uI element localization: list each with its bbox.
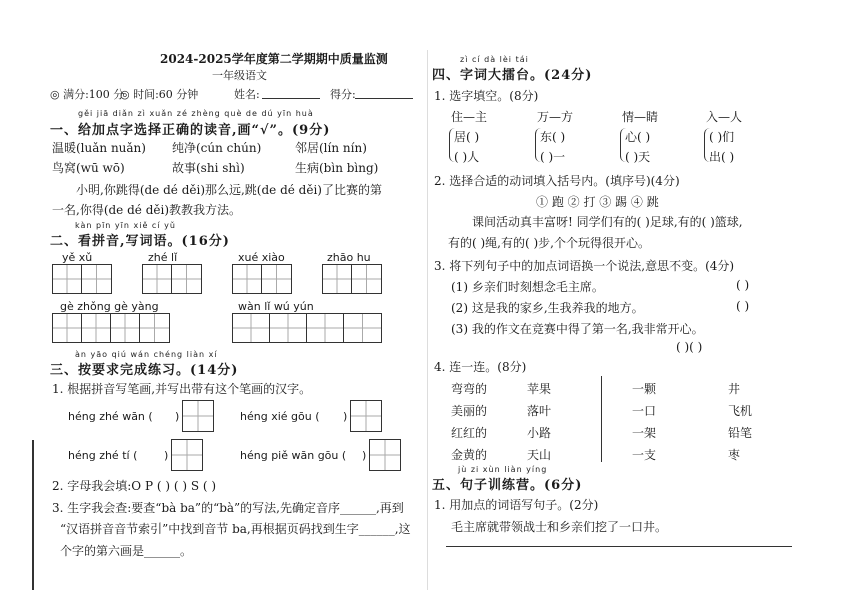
fill-item[interactable]: 居( ) bbox=[454, 130, 480, 144]
section2-pinyin: kàn pīn yīn xiě cí yǔ bbox=[75, 221, 176, 230]
s3-question3-line1: 3. 生字我会查:要查“bà ba”的“bà”的写法,先确定音序______,再到 bbox=[52, 501, 404, 515]
fill-item[interactable]: 出( ) bbox=[709, 150, 735, 164]
answer-paren[interactable]: ( ) bbox=[736, 299, 750, 313]
exam-title: 2024-2025学年度第二学期期中质量监测 bbox=[160, 52, 388, 66]
s1-paragraph-line1: 小明,你跳得(de dé děi)那么远,跳(de dé děi)了比赛的第 bbox=[76, 183, 382, 197]
s1-item: 温暖(luǎn nuǎn) bbox=[52, 141, 146, 155]
writing-grid[interactable] bbox=[52, 264, 112, 294]
stroke-grid[interactable] bbox=[369, 439, 401, 471]
section4-pinyin: zì cí dà lèi tái bbox=[460, 55, 529, 64]
s3-question1: 1. 根据拼音写笔画,并写出带有这个笔画的汉字。 bbox=[52, 382, 312, 396]
fill-item[interactable]: 心( ) bbox=[625, 130, 651, 144]
stroke-grid[interactable] bbox=[182, 400, 214, 432]
margin-rule bbox=[32, 440, 34, 590]
score-field[interactable] bbox=[355, 84, 413, 99]
fill-item[interactable]: 东( ) bbox=[540, 130, 566, 144]
fill-item[interactable]: ( )天 bbox=[625, 150, 651, 164]
s2-pinyin-word: gè zhǒng gè yàng bbox=[60, 300, 159, 313]
match-left[interactable]: 美丽的 bbox=[451, 404, 488, 418]
match-right2[interactable]: 井 bbox=[728, 382, 741, 396]
writing-grid[interactable] bbox=[232, 264, 292, 294]
s4-question2: 2. 选择合适的动词填入括号内。(填序号)(4分) bbox=[434, 174, 680, 188]
match-left[interactable]: 红红的 bbox=[451, 426, 488, 440]
match-divider bbox=[601, 376, 602, 462]
match-right1[interactable]: 一架 bbox=[632, 426, 657, 440]
s1-item: 故事(shi shì) bbox=[172, 161, 245, 175]
match-mid[interactable]: 小路 bbox=[527, 426, 552, 440]
writing-grid[interactable] bbox=[142, 264, 202, 294]
stroke-grid[interactable] bbox=[350, 400, 382, 432]
name-label: 姓名: bbox=[234, 88, 260, 101]
match-mid[interactable]: 苹果 bbox=[527, 382, 552, 396]
match-mid[interactable]: 落叶 bbox=[527, 404, 552, 418]
fill-item[interactable]: ( )人 bbox=[454, 150, 480, 164]
s3-question3-line3: 个字的第六画是______。 bbox=[60, 544, 193, 558]
char-pair: 万—方 bbox=[537, 110, 574, 124]
s4-q3-sentence2: (2) 这是我的家乡,生我养我的地方。 bbox=[451, 301, 644, 315]
match-mid[interactable]: 天山 bbox=[527, 448, 552, 462]
section5-title: 五、句子训练营。(6分) bbox=[432, 478, 583, 493]
s5-question1: 1. 用加点的词语写句子。(2分) bbox=[434, 498, 599, 512]
fill-item[interactable]: ( )一 bbox=[540, 150, 566, 164]
answer-line[interactable] bbox=[446, 532, 792, 547]
section3-pinyin: àn yāo qiú wán chéng liàn xí bbox=[75, 350, 218, 359]
char-pair: 住—主 bbox=[451, 110, 488, 124]
writing-grid[interactable] bbox=[52, 313, 170, 343]
stroke-pinyin: héng zhé wān ( bbox=[68, 410, 153, 423]
section2-title: 二、看拼音,写词语。(16分) bbox=[50, 234, 230, 249]
verb-options: ① 跑 ② 打 ③ 踢 ④ 跳 bbox=[536, 195, 659, 209]
section1-title: 一、给加点字选择正确的读音,画“√”。(9分) bbox=[50, 123, 331, 138]
match-right1[interactable]: 一颗 bbox=[632, 382, 657, 396]
s1-item: 鸟窝(wū wō) bbox=[52, 161, 125, 175]
s4-q3-sentence1: (1) 乡亲们时刻想念毛主席。 bbox=[451, 280, 604, 294]
s4-q2-line2: 有的( )绳,有的( )步,个个玩得很开心。 bbox=[448, 236, 650, 250]
char-pair: 入—人 bbox=[706, 110, 743, 124]
section5-pinyin: jù zi xùn liàn yíng bbox=[458, 465, 548, 474]
s4-q2-line1: 课间活动真丰富呀! 同学们有的( )足球,有的( )篮球, bbox=[472, 215, 743, 229]
answer-paren[interactable]: ( ) bbox=[736, 278, 750, 292]
s4-question1: 1. 选字填空。(8分) bbox=[434, 89, 539, 103]
match-left[interactable]: 弯弯的 bbox=[451, 382, 488, 396]
s2-pinyin-word: yě xǔ bbox=[62, 251, 93, 264]
s4-question3: 3. 将下列句子中的加点词语换一个说法,意思不变。(4分) bbox=[434, 259, 735, 273]
section1-pinyin: gěi jiā diǎn zì xuǎn zé zhèng què de dú yīn huà bbox=[78, 109, 314, 118]
time-label: ◎ 时间:60 分钟 bbox=[120, 88, 199, 101]
writing-grid[interactable] bbox=[232, 313, 382, 343]
subject-label: 一年级语文 bbox=[212, 69, 267, 82]
answer-paren-pair[interactable]: ( )( ) bbox=[676, 340, 703, 354]
char-pair: 情—睛 bbox=[622, 110, 659, 124]
match-right2[interactable]: 飞机 bbox=[728, 404, 753, 418]
match-right1[interactable]: 一支 bbox=[632, 448, 657, 462]
stroke-pinyin: héng piě wān gōu ( bbox=[240, 449, 347, 462]
section4-title: 四、字词大擂台。(24分) bbox=[432, 68, 593, 83]
s3-question3-line2: “汉语拼音音节索引”中找到音节 ba,再根据页码找到生字______,这 bbox=[60, 522, 411, 536]
match-right2[interactable]: 铅笔 bbox=[728, 426, 753, 440]
stroke-pinyin: héng xié gōu ( bbox=[240, 410, 320, 423]
s2-pinyin-word: zhāo hu bbox=[327, 251, 371, 264]
name-field[interactable] bbox=[262, 84, 320, 99]
s4-q3-sentence3: (3) 我的作文在竞赛中得了第一名,我非常开心。 bbox=[451, 322, 704, 336]
s3-question2: 2. 字母我会填:O P ( ) ( ) S ( ) bbox=[52, 479, 217, 493]
match-left[interactable]: 金黄的 bbox=[451, 448, 488, 462]
match-right1[interactable]: 一口 bbox=[632, 404, 657, 418]
s1-item: 纯净(cún chún) bbox=[172, 141, 262, 155]
writing-grid[interactable] bbox=[322, 264, 382, 294]
match-right2[interactable]: 枣 bbox=[728, 448, 741, 462]
stroke-pinyin: héng zhé tí ( bbox=[68, 449, 138, 462]
section3-title: 三、按要求完成练习。(14分) bbox=[50, 363, 239, 378]
column-divider bbox=[427, 50, 428, 590]
s2-pinyin-word: zhé lǐ bbox=[148, 251, 178, 264]
score-label: 得分: bbox=[330, 88, 356, 101]
s2-pinyin-word: wàn lǐ wú yún bbox=[238, 300, 314, 313]
s4-question4: 4. 连一连。(8分) bbox=[434, 360, 527, 374]
fill-item[interactable]: ( )们 bbox=[709, 130, 735, 144]
stroke-grid[interactable] bbox=[171, 439, 203, 471]
s1-item: 生病(bìn bìng) bbox=[295, 161, 379, 175]
s1-paragraph-line2: 一名,你得(de dé děi)教教我方法。 bbox=[52, 203, 241, 217]
s1-item: 邻居(lín nín) bbox=[295, 141, 367, 155]
full-score-label: ◎ 满分:100 分 bbox=[50, 88, 125, 101]
s5-sentence: 毛主席就带领战士和乡亲们挖了一口井。 bbox=[451, 520, 668, 534]
s2-pinyin-word: xué xiào bbox=[238, 251, 285, 264]
